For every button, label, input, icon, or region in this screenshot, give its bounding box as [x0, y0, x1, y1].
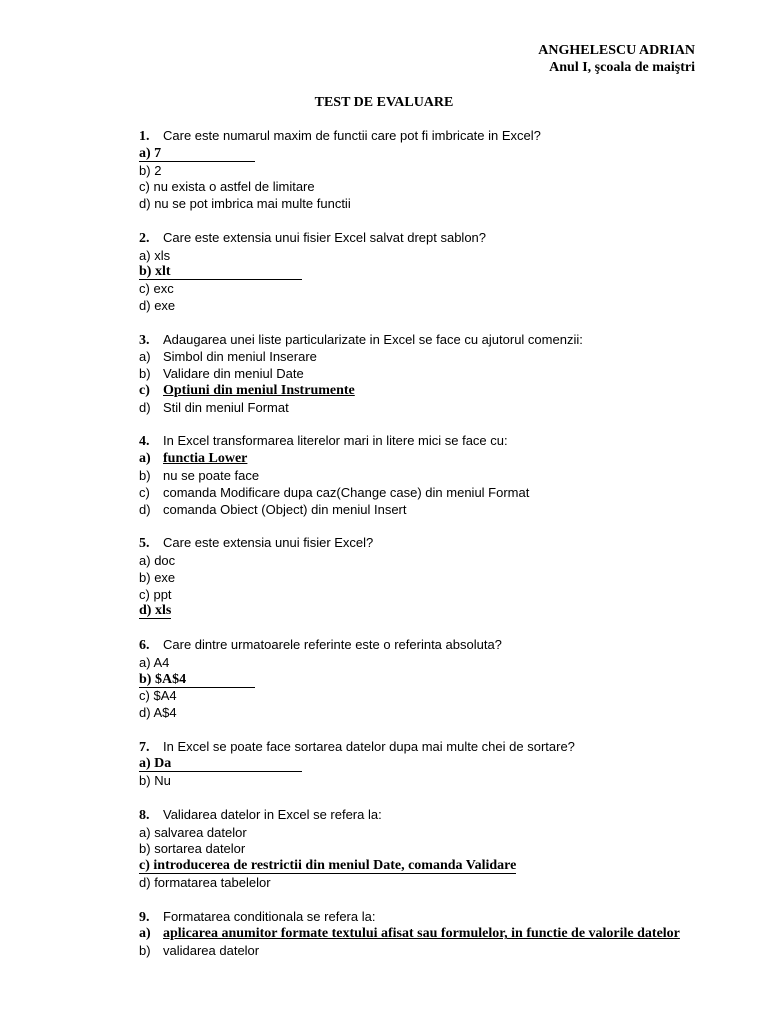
option-text: A$4: [153, 705, 177, 721]
answer-option: [139, 587, 719, 604]
question-number: 2.: [139, 230, 150, 246]
option-text: Da: [154, 756, 172, 772]
question-3: [139, 332, 719, 417]
question-number: 6.: [139, 637, 150, 653]
option-text: 2: [154, 162, 162, 178]
answer-option: [139, 943, 719, 960]
option-letter: b): [139, 264, 152, 280]
option-letter: c): [139, 858, 150, 874]
question-text: Validarea datelor in Excel se refera la:: [163, 806, 382, 822]
answer-option-correct: [139, 451, 719, 468]
question-text: In Excel transformarea literelor mari in litere mici se face cu:: [163, 433, 508, 449]
answer-option: [139, 655, 719, 672]
question-number: 1.: [139, 129, 150, 144]
option-letter: d): [139, 603, 152, 619]
option-letter: b): [139, 671, 152, 687]
option-text: exe: [154, 569, 176, 585]
question-number: 3.: [139, 332, 150, 348]
option-text: $A$4: [154, 671, 187, 687]
answer-option-correct: [139, 858, 719, 875]
option-text: functia Lower: [163, 451, 248, 467]
answer-option-correct: [139, 672, 719, 689]
answer-option: [139, 553, 719, 570]
option-letter: b): [139, 841, 151, 857]
answer-option-correct: [139, 926, 719, 943]
option-letter: b): [139, 773, 151, 789]
answer-option: [139, 688, 719, 705]
option-text: Optiuni din meniul Instrumente: [163, 382, 355, 398]
question-1: [139, 128, 719, 213]
option-text: doc: [154, 552, 176, 568]
question-2: [139, 230, 719, 315]
option-text: introducerea de restrictii din meniul Date, comanda Validare: [153, 858, 517, 874]
question-text: Care este extensia unui fisier Excel?: [163, 535, 374, 551]
option-letter: d): [139, 501, 151, 517]
question-text: Formatarea conditionala se refera la:: [163, 908, 376, 924]
question-number: 7.: [139, 739, 150, 755]
answer-option: [139, 366, 719, 383]
test-title: TEST DE EVALUARE: [314, 95, 454, 110]
author-name: ANGHELESCU ADRIAN: [538, 43, 695, 58]
option-letter: b): [139, 366, 151, 382]
option-letter: b): [139, 569, 151, 585]
option-text: comanda Obiect (Object) din meniul Insert: [163, 501, 407, 517]
answer-option-correct: [139, 146, 719, 163]
option-text: A4: [153, 654, 170, 670]
option-text: nu se pot imbrica mai multe functii: [154, 196, 351, 212]
question-text: Care este extensia unui fisier Excel salvat drept sablon?: [163, 229, 487, 245]
answer-option: [139, 349, 719, 366]
author-info: Anul I, şcoala de maiştri: [549, 60, 695, 75]
answer-option: [139, 298, 719, 315]
question-number: 4.: [139, 434, 150, 450]
question-text: Adaugarea unei liste particularizate in Excel se face cu ajutorul comenzii:: [163, 331, 583, 347]
option-text: xls: [154, 603, 172, 619]
answer-option: [139, 163, 719, 180]
option-letter: d): [139, 399, 151, 415]
option-letter: a): [139, 451, 151, 467]
question-number: 9.: [139, 909, 150, 925]
option-text: 7: [154, 145, 162, 161]
option-letter: a): [139, 552, 151, 568]
answer-option: [139, 400, 719, 417]
option-text: Validare din meniul Date: [163, 366, 304, 382]
answer-option: [139, 570, 719, 587]
answer-option: [139, 875, 719, 892]
option-text: ppt: [153, 586, 172, 602]
option-letter: d): [139, 297, 151, 313]
option-text: Nu: [154, 773, 171, 789]
answer-option: [139, 196, 719, 213]
answer-option: [139, 502, 719, 519]
question-list: [139, 128, 719, 977]
option-letter: d): [139, 705, 151, 721]
question-8: [139, 807, 719, 892]
option-text: aplicarea anumitor formate textului afisat sau formulelor, in functie de valorile datelor: [163, 926, 680, 942]
option-text: sortarea datelor: [154, 841, 246, 857]
option-letter: c): [139, 484, 150, 500]
option-letter: a): [139, 926, 151, 942]
question-number: 8.: [139, 807, 150, 823]
question-5: [139, 535, 719, 620]
answer-option: [139, 705, 719, 722]
author-block: [538, 42, 695, 76]
question-text: Care dintre urmatoarele referinte este o referinta absoluta?: [163, 636, 502, 652]
answer-option-correct: [139, 383, 719, 400]
question-text: Care este numarul maxim de functii care pot fi imbricate in Excel?: [163, 128, 541, 143]
option-text: $A4: [153, 688, 177, 704]
answer-option-correct: [139, 756, 719, 773]
option-text: salvarea datelor: [154, 824, 247, 840]
question-7: [139, 739, 719, 790]
answer-option: [139, 179, 719, 196]
option-text: comanda Modificare dupa caz(Change case) din meniul Format: [163, 484, 530, 500]
option-letter: c): [139, 688, 150, 704]
answer-option: [139, 468, 719, 485]
option-text: nu se poate face: [163, 467, 260, 483]
option-letter: d): [139, 875, 151, 891]
option-letter: c): [139, 179, 150, 195]
option-text: exc: [153, 281, 174, 297]
option-letter: c): [139, 382, 150, 398]
answer-option: [139, 281, 719, 298]
option-letter: c): [139, 586, 150, 602]
option-letter: a): [139, 756, 151, 772]
option-letter: b): [139, 467, 151, 483]
question-4: [139, 433, 719, 518]
question-9: [139, 909, 719, 960]
answer-option: [139, 841, 719, 858]
option-letter: a): [139, 654, 151, 670]
option-text: validarea datelor: [163, 943, 260, 959]
answer-option: [139, 248, 719, 265]
option-text: Stil din meniul Format: [163, 399, 289, 415]
option-text: formatarea tabelelor: [154, 875, 271, 891]
option-letter: d): [139, 196, 151, 212]
option-letter: a): [139, 824, 151, 840]
question-number: 5.: [139, 536, 150, 552]
option-letter: a): [139, 145, 151, 161]
option-text: xlt: [154, 264, 171, 280]
option-text: nu exista o astfel de limitare: [153, 179, 315, 195]
answer-option-correct: [139, 264, 719, 281]
option-letter: a): [139, 349, 151, 365]
answer-option: [139, 485, 719, 502]
option-letter: b): [139, 162, 151, 178]
question-text: In Excel se poate face sortarea datelor dupa mai multe chei de sortare?: [163, 738, 575, 754]
option-text: xls: [154, 247, 171, 263]
answer-option-correct: [139, 603, 719, 620]
option-text: exe: [154, 297, 176, 313]
answer-option: [139, 825, 719, 842]
option-text: Simbol din meniul Inserare: [163, 349, 317, 365]
option-letter: a): [139, 247, 151, 263]
question-6: [139, 637, 719, 722]
option-letter: b): [139, 943, 151, 959]
option-letter: c): [139, 281, 150, 297]
answer-option: [139, 773, 719, 790]
